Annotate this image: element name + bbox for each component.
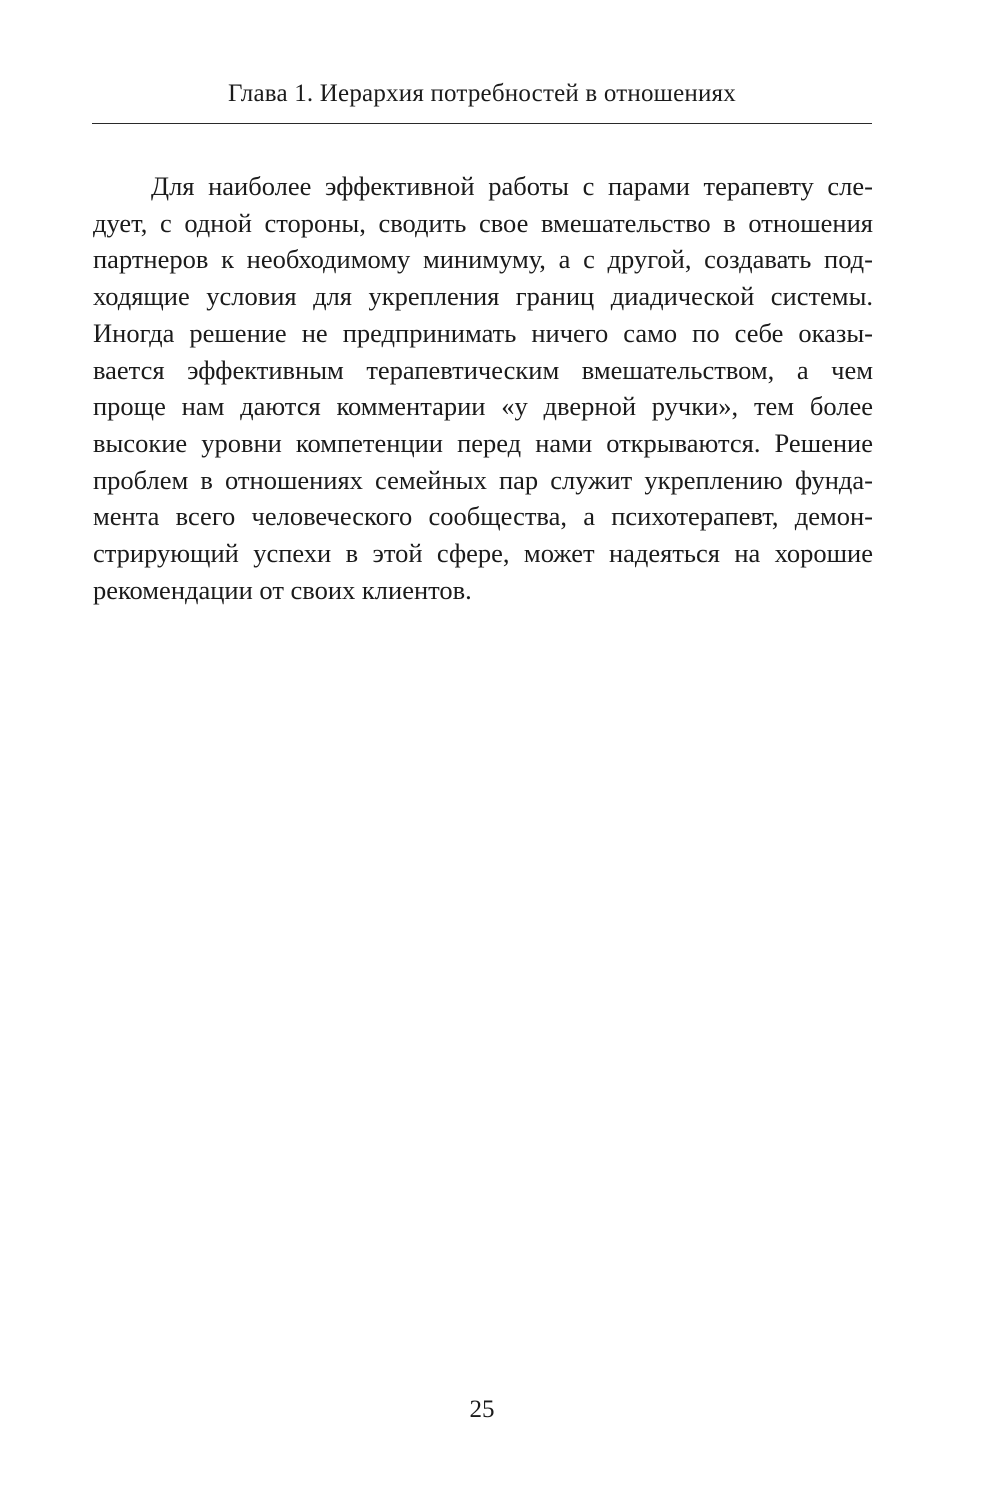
paragraph-line: вается эффективным терапевтическим вмешательством, а чем [93, 354, 873, 385]
paragraph-line: проще нам даются комментарии «у дверной ручки», тем более [93, 391, 873, 422]
paragraph-line: Для наиболее эффективной работы с парами терапевту сле- [151, 171, 873, 201]
paragraph-line: партнеров к необходимому минимуму, а с другой, создавать под- [93, 244, 873, 275]
paragraph-line: высокие уровни компетенции перед нами открываются. Решение [93, 427, 873, 458]
paragraph-line: стрирующий успехи в этой сфере, может надеяться на хорошие [93, 538, 873, 569]
paragraph-line: Иногда решение не предпринимать ничего само по себе оказы- [93, 317, 873, 348]
paragraph-line: рекомендации от своих клиентов. [93, 574, 472, 605]
body-paragraph [93, 168, 873, 608]
paragraph-line: проблем в отношениях семейных пар служит укреплению фунда- [93, 464, 873, 495]
page-number: 25 [469, 1396, 495, 1423]
running-header: Глава 1. Иерархия потребностей в отношениях [228, 80, 736, 107]
paragraph-line: мента всего человеческого сообщества, а психотерапевт, демон- [93, 501, 873, 532]
header-divider [92, 123, 872, 124]
paragraph-line: ходящие условия для укрепления границ диадической системы. [93, 281, 873, 312]
paragraph-line: дует, с одной стороны, сводить свое вмешательство в отношения [93, 207, 873, 238]
